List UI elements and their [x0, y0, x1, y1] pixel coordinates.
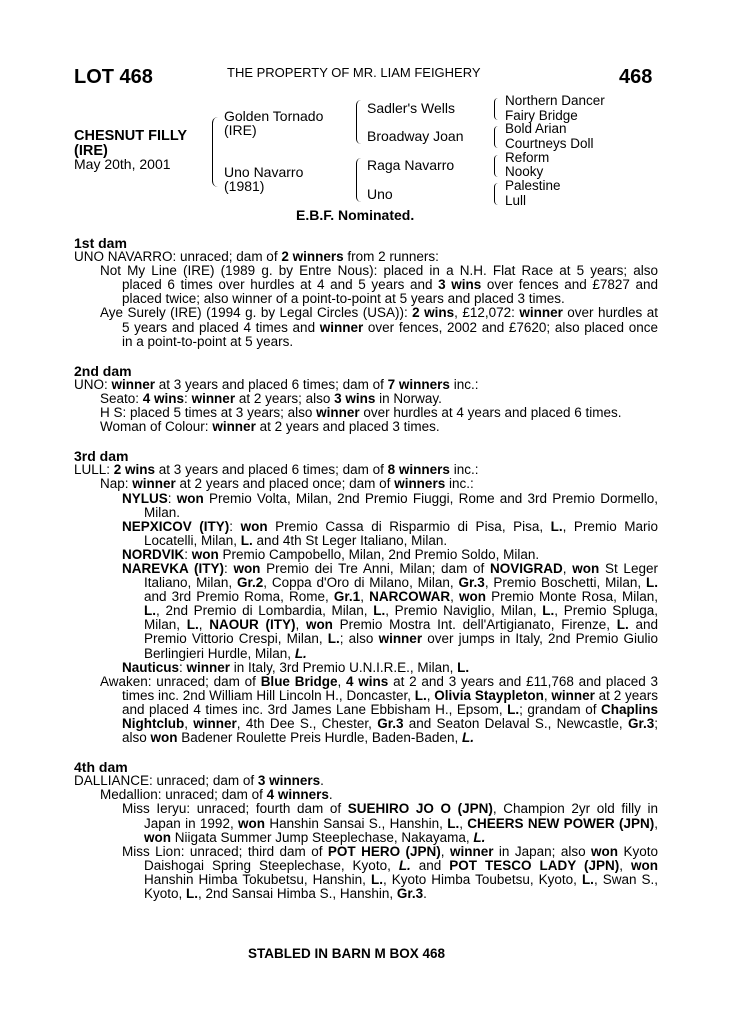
pedigree-g3-6: Nooky [505, 164, 544, 179]
pedigree-sire: Golden Tornado [224, 108, 324, 124]
dam2-produce-seato: Seato: 4 wins: winner at 2 years; also 3 wins in Norway. [100, 390, 442, 406]
catalogue-body [74, 236, 658, 901]
pedigree-sire-dam: Broadway Joan [367, 128, 464, 144]
pedigree-brace-g3 [494, 155, 499, 177]
pedigree-dam: Uno Navarro [224, 164, 304, 180]
pedigree-g3-8: Lull [505, 193, 527, 208]
pedigree-g3-5: Reform [505, 150, 550, 165]
pedigree-brace-g4 [494, 183, 499, 205]
dam2-summary: UNO: winner at 3 years and placed 6 times; dam of 7 winners inc.: [74, 376, 479, 392]
pedigree-g3-1: Northern Dancer [505, 93, 605, 108]
nap-produce-nylus: NYLUS: won Premio Volta, Milan, 2nd Premio Fiuggi, Rome and 3rd Premio Dormello, Milan. [122, 490, 658, 520]
dam1-produce-not-my-line: Not My Line (IRE) (1989 g. by Entre Nous): placed in a N.H. Flat Race at 5 years; also placed 6 times over hurdles at 4 and 5 years and 3 wins over fences and £7827 and placed twice; also winner of a point-to-point at 5 years and placed 3 times. [100, 263, 659, 307]
foaled-date: May 20th, 2001 [74, 156, 171, 172]
dam3-produce-awaken: Awaken: unraced; dam of Blue Bridge, 4 wins at 2 and 3 years and £11,768 and placed 3 times inc. 2nd William Hill Lincoln H., Doncaster, L., Olivia Staypleton, winner at 2 years and placed 4 times inc. 3rd James Lane Ebbisham H., Epsom, L.; grandam of Chaplins Nightclub, winner, 4th Dee S., Chester, Gr.3 and Seaton Delaval S., Newcastle, Gr.3; also won Badener Roulette Preis Hurdle, Baden-Baden, L. [100, 673, 658, 746]
stabling-note: STABLED IN BARN M BOX 468 [248, 946, 446, 961]
ebf-note: E.B.F. Nominated. [296, 207, 415, 223]
dam4-produce-medallion: Medallion: unraced; dam of 4 winners. [100, 787, 333, 803]
lot-number: 468 [619, 66, 653, 88]
horse-name: CHESNUT FILLY [74, 128, 188, 144]
dam2-produce-woman-of-colour: Woman of Colour: winner at 2 years and placed 3 times. [100, 419, 440, 435]
dam1-summary: UNO NAVARRO: unraced; dam of 2 winners from 2 runners: [74, 249, 439, 265]
property-line: THE PROPERTY OF MR. LIAM FEIGHERY [227, 65, 481, 80]
pedigree-brace-g1 [494, 98, 499, 120]
horse-origin: (IRE) [74, 143, 108, 159]
pedigree-brace-main [212, 117, 219, 187]
section-heading-1st-dam: 1st dam [74, 235, 127, 251]
nap-produce-nauticus: Nauticus: winner in Italy, 3rd Premio U.N.I.R.E., Milan, L. [122, 659, 470, 675]
section-heading-2nd-dam: 2nd dam [74, 362, 132, 379]
dam4-summary: DALLIANCE: unraced; dam of 3 winners. [74, 773, 324, 789]
pedigree-sire-note: (IRE) [224, 122, 257, 138]
section-heading-3rd-dam: 3rd dam [74, 448, 129, 465]
pedigree-brace-dam [356, 158, 362, 202]
pedigree-dam-sire: Raga Navarro [367, 157, 455, 173]
nap-produce-nepxicov: NEPXICOV (ITY): won Premio Cassa di Risparmio di Pisa, Pisa, L., Premio Mario Locatelli, Milan, L. and 4th St Leger Italiano, Milan. [122, 518, 658, 548]
pedigree-g3-4: Courtneys Doll [505, 136, 594, 151]
dam3-produce-nap: Nap: winner at 2 years and placed once; dam of winners inc.: [100, 476, 474, 492]
pedigree-g3-2: Fairy Bridge [505, 108, 578, 123]
dam2-produce-h-s: H S: placed 5 times at 3 years; also winner over hurdles at 4 years and placed 6 times. [100, 405, 622, 421]
nap-produce-nordvik: NORDVIK: won Premio Campobello, Milan, 2nd Premio Soldo, Milan. [122, 546, 540, 562]
section-heading-4th-dam: 4th dam [74, 759, 128, 776]
nap-produce-narevka: NAREVKA (ITY): won Premio dei Tre Anni, Milan; dam of NOVIGRAD, won St Leger Italiano, Milan, Gr.2, Coppa d'Oro di Milano, Milan, Gr.3, Premio Boschetti, Milan, L. and 3rd Premio Roma, Rome, Gr.1, NARCOWAR, won Premio Monte Rosa, Milan, L., 2nd Premio di Lombardia, Milan, L., Premio Naviglio, Milan, L., Premio Spluga, Milan, L., NAOUR (ITY), won Premio Mostra Int. dell'Artigianato, Firenze, L. and Premio Vittorio Crespi, Milan, L.; also winner over jumps in Italy, 2nd Premio Giulio Berlingieri Hurdle, Milan, L. [122, 560, 659, 661]
pedigree-sire-sire: Sadler's Wells [367, 100, 455, 116]
pedigree-g3-3: Bold Arian [505, 121, 567, 136]
medallion-produce-miss-ieryu: Miss Ieryu: unraced; fourth dam of SUEHIRO JO O (JPN), Champion 2yr old filly in Japan in 1992, won Hanshin Sansai S., Hanshin, L., CHEERS NEW POWER (JPN), won Niigata Summer Jump Steeplechase, Nakayama, L. [122, 801, 659, 845]
dam3-summary: LULL: 2 wins at 3 years and placed 6 times; dam of 8 winners inc.: [74, 462, 479, 478]
pedigree-dam-note: (1981) [224, 178, 265, 194]
pedigree-brace-sire [356, 100, 362, 144]
lot-label: LOT 468 [74, 66, 153, 88]
medallion-produce-miss-lion: Miss Lion: unraced; third dam of POT HERO (JPN), winner in Japan; also won Kyoto Daishogai Spring Steeplechase, Kyoto, L. and POT TESCO LADY (JPN), won Hanshin Himba Tokubetsu, Hanshin, L., Kyoto Himba Toubetsu, Kyoto, L., Swan S., Kyoto, L., 2nd Sansai Himba S., Hanshin, Gr.3. [122, 843, 659, 902]
pedigree-brace-g2 [494, 126, 499, 148]
pedigree-g3-7: Palestine [505, 178, 561, 193]
pedigree-dam-dam: Uno [367, 186, 393, 202]
dam1-produce-aye-surely: Aye Surely (IRE) (1994 g. by Legal Circles (USA)): 2 wins, £12,072: winner over hurdles at 5 years and placed 4 times and winner over fences, 2002 and £7620; also placed once in a point-to-point at 5 years. [100, 305, 658, 349]
